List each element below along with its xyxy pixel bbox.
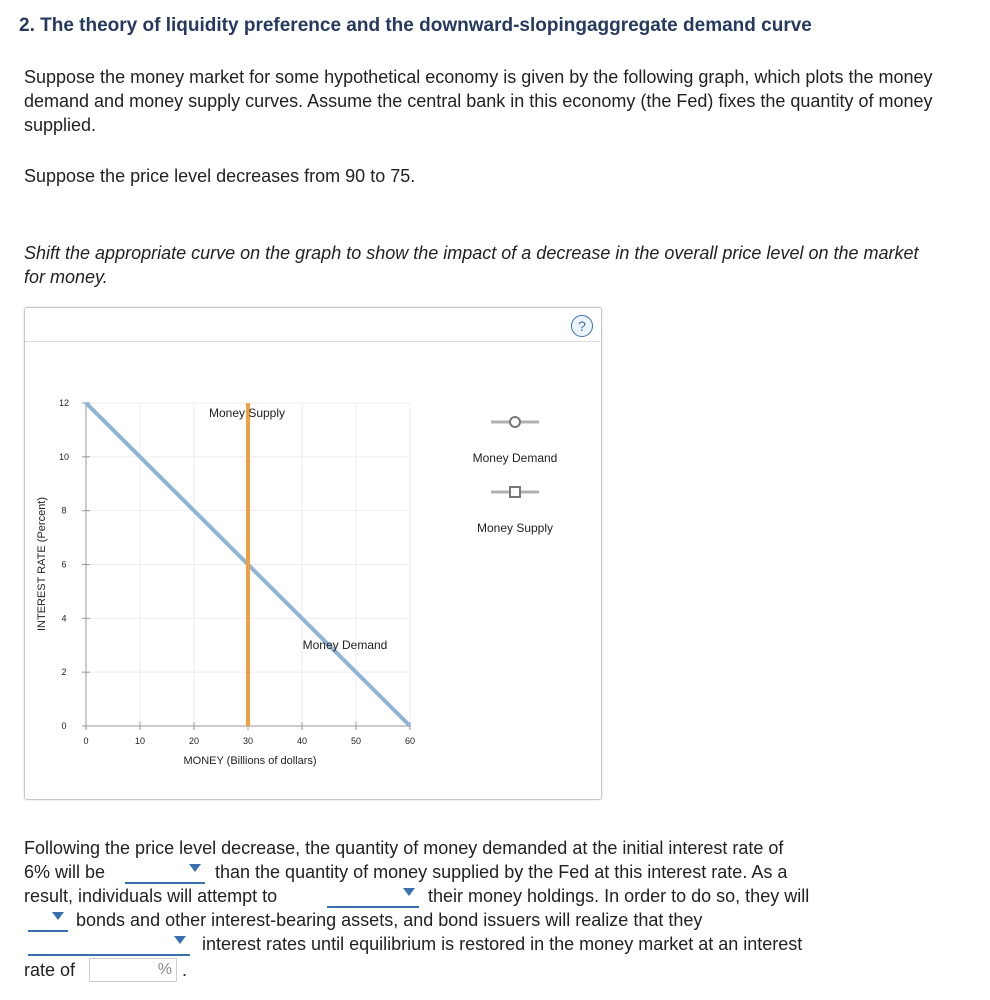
legend-demand-marker-icon[interactable] [510, 417, 520, 427]
question-period: . [182, 960, 188, 980]
question-line-3b: their money holdings. In order to do so, they will [428, 886, 810, 906]
chevron-down-icon [403, 888, 415, 896]
demand-curve-label: Money Demand [302, 638, 388, 652]
comparison-dropdown[interactable] [125, 860, 205, 884]
question-line-2a: 6% will be [24, 862, 106, 882]
question-line-5: interest rates until equilibrium is restored in the money market at an interest [202, 934, 803, 954]
legend-demand-label: Money Demand [472, 451, 558, 465]
y-tick-label: 4 [61, 613, 67, 624]
chevron-down-icon [189, 864, 201, 872]
percent-sign: % [157, 961, 172, 978]
y-tick-label: 0 [61, 721, 67, 731]
question-line-2b: than the quantity of money supplied by the Fed at this interest rate. As a [215, 862, 788, 882]
x-tick-label: 30 [242, 736, 254, 746]
interest-rate-action-dropdown[interactable] [28, 932, 190, 956]
legend-supply-label: Money Supply [476, 521, 554, 535]
chevron-down-icon [52, 912, 64, 920]
y-tick-label: 6 [61, 559, 67, 570]
question-line-3a: result, individuals will attempt to [24, 886, 278, 906]
x-tick-label: 40 [296, 736, 308, 746]
question-line-4: bonds and other interest-bearing assets, and bond issuers will realize that they [76, 910, 703, 930]
x-axis-label: MONEY (Billions of dollars) [183, 755, 317, 767]
y-tick-label: 12 [58, 398, 70, 408]
help-icon[interactable]: ? [571, 315, 593, 337]
legend-demand-tool[interactable] [491, 417, 539, 427]
price-change-text: Suppose the price level decreases from 90 to 75. [24, 166, 416, 186]
y-axis-label: INTEREST RATE (Percent) [36, 496, 48, 632]
supply-curve-label: Money Supply [208, 406, 286, 420]
intro-text: Suppose the money market for some hypothetical economy is given by the following graph, which plots the money demand and money supply curves. Assume the central bank in this economy (the Fed) fixes the quantity of money supplied. [24, 67, 933, 135]
x-tick-label: 20 [188, 736, 200, 746]
legend-supply-tool[interactable] [491, 487, 539, 497]
x-tick-label: 0 [83, 736, 89, 746]
graph-panel [24, 307, 602, 800]
x-tick-label: 50 [350, 736, 362, 746]
x-tick-label: 10 [134, 736, 146, 746]
y-tick-label: 2 [61, 667, 67, 678]
question-title: 2. The theory of liquidity preference and the downward-slopingaggregate demand curve [19, 15, 812, 36]
money-market-chart[interactable] [25, 308, 601, 799]
question-line-1: Following the price level decrease, the quantity of money demanded at the initial interest rate of [24, 838, 784, 858]
x-tick-label: 60 [404, 736, 416, 746]
chevron-down-icon [174, 936, 186, 944]
equilibrium-rate-input[interactable] [89, 958, 177, 982]
chart-ticks [59, 398, 415, 746]
y-tick-label: 10 [58, 451, 70, 462]
holdings-action-dropdown[interactable] [327, 884, 419, 908]
y-tick-label: 8 [61, 505, 67, 516]
instruction-text: Shift the appropriate curve on the graph to show the impact of a decrease in the overall price level on the market for money. [24, 243, 919, 287]
legend-supply-marker-icon[interactable] [510, 487, 520, 497]
question-line-6: rate of [24, 960, 76, 980]
bonds-action-dropdown[interactable] [28, 908, 68, 932]
